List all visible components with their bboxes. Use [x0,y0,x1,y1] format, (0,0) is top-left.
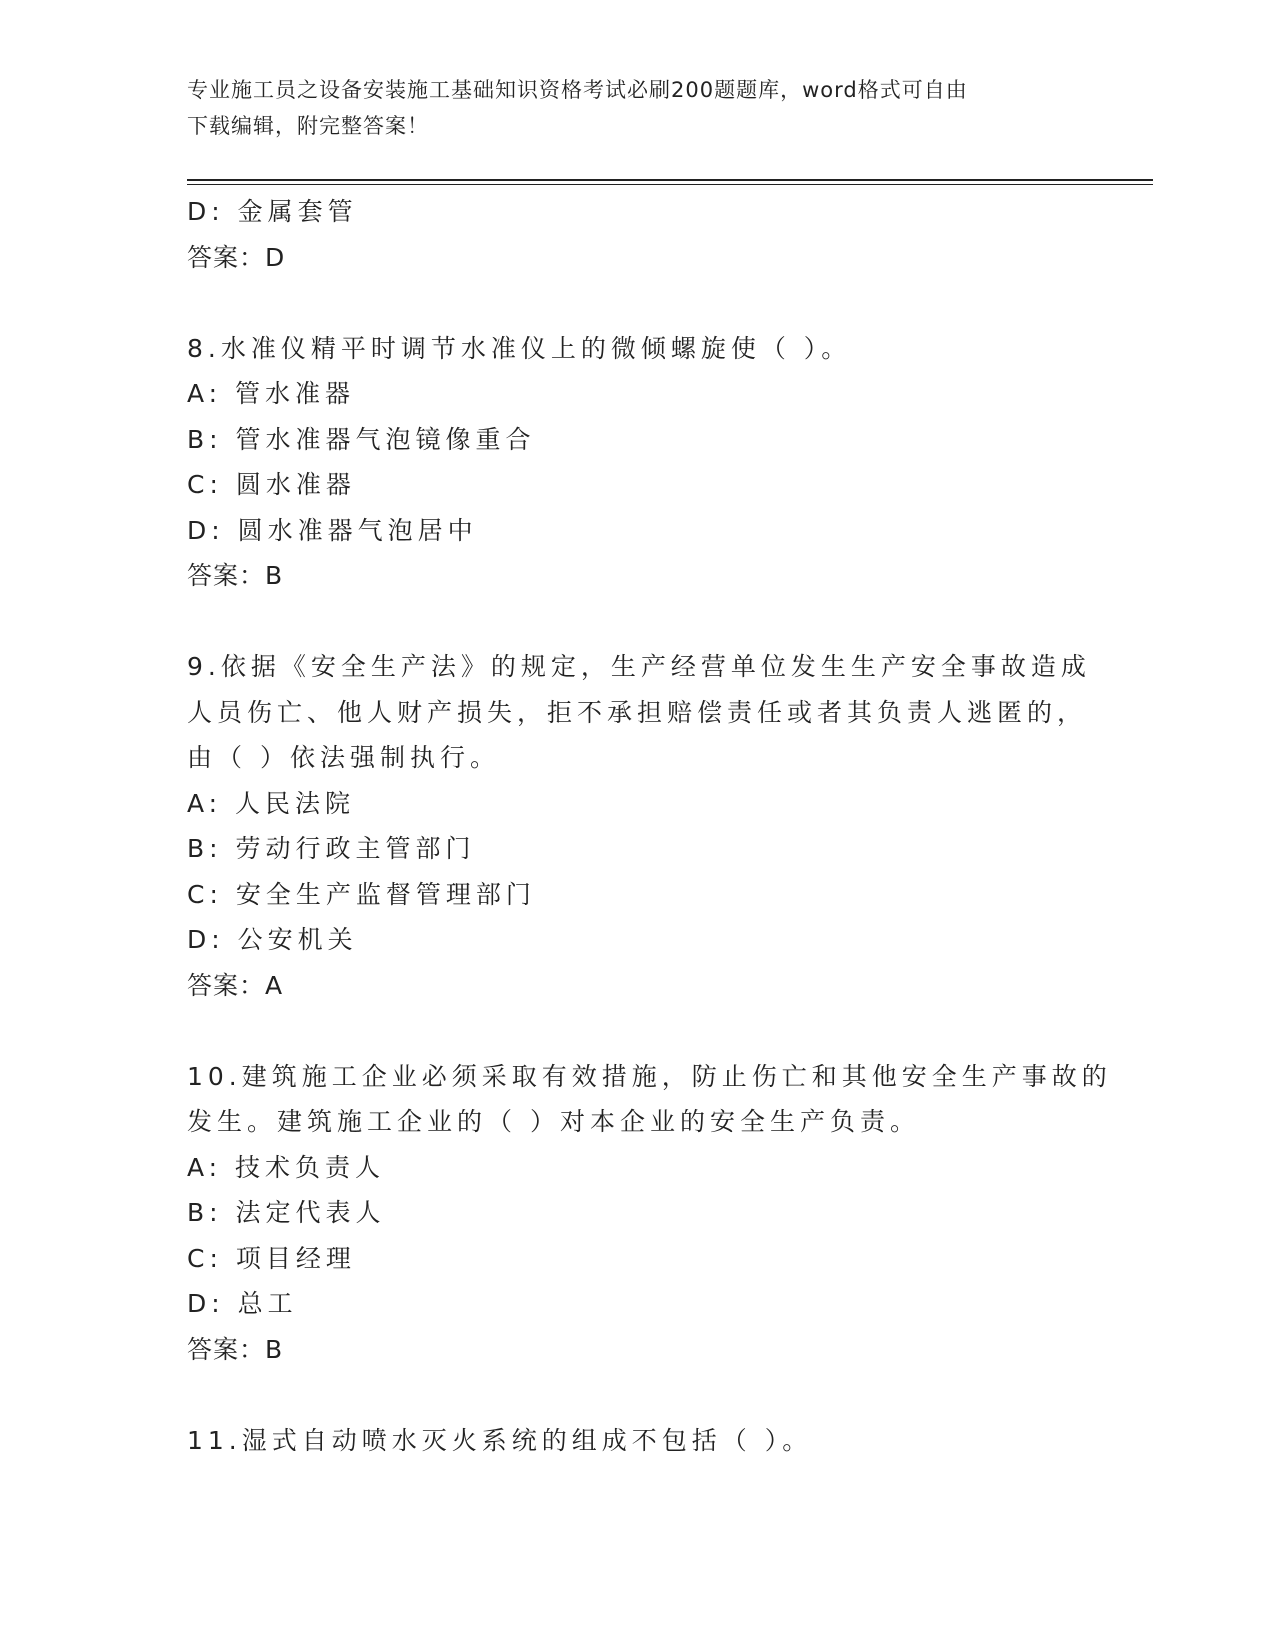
header-divider-thick [187,179,1153,181]
option-b: B: 管水准器气泡镜像重合 [187,424,536,454]
option-c: C: 圆水准器 [187,470,356,499]
question-stem-line-2: 发生。建筑施工企业的（ ）对本企业的安全生产负责。 [187,1107,920,1136]
question-gap [187,280,1087,326]
question-gap [187,1008,1087,1054]
option-d: D: 总工 [187,1289,298,1318]
answer-line: 答案：B [187,1334,284,1364]
question-7-tail [187,189,1087,280]
question-list [187,189,1112,1463]
header-title-line-1: 专业施工员之设备安装施工基础知识资格考试必刷200题题库，word格式可自由 [187,78,968,102]
header-divider-thin [187,184,1153,185]
option-d: D: 金属套管 [187,197,358,226]
option-b: B: 劳动行政主管部门 [187,834,476,863]
question-8 [187,326,1087,599]
header-title-line-2: 下载编辑，附完整答案！ [187,114,429,138]
answer-line: 答案：B [187,561,284,590]
answer-line: 答案：A [187,970,284,1000]
question-11 [187,1418,1087,1464]
question-stem-line-1: 9.依据《安全生产法》的规定，生产经营单位发生生产安全事故造成 [187,652,1091,681]
question-stem: 11.湿式自动喷水灭火系统的组成不包括（ ）。 [187,1425,813,1455]
question-stem: 8.水准仪精平时调节水准仪上的微倾螺旋使（ ）。 [187,333,852,363]
option-d: D: 公安机关 [187,925,358,954]
answer-line: 答案：D [187,242,286,272]
document-header [187,72,1087,144]
question-stem-line-1: 10.建筑施工企业必须采取有效措施，防止伤亡和其他安全生产事故的 [187,1061,1112,1091]
option-a: A: 管水准器 [187,379,356,408]
option-a: A: 技术负责人 [187,1152,386,1182]
question-stem-line-3: 由（ ）依法强制执行。 [187,743,500,772]
question-gap [187,1372,1087,1418]
option-d: D: 圆水准器气泡居中 [187,515,478,545]
option-b: B: 法定代表人 [187,1198,386,1227]
option-c: C: 安全生产监督管理部门 [187,879,536,909]
question-10 [187,1054,1112,1373]
question-gap [187,599,1087,645]
question-9 [187,644,1091,1008]
option-a: A: 人民法院 [187,788,356,818]
option-c: C: 项目经理 [187,1243,356,1273]
question-stem-line-2: 人员伤亡、他人财产损失，拒不承担赔偿责任或者其负责人逃匿的， [187,697,1088,727]
